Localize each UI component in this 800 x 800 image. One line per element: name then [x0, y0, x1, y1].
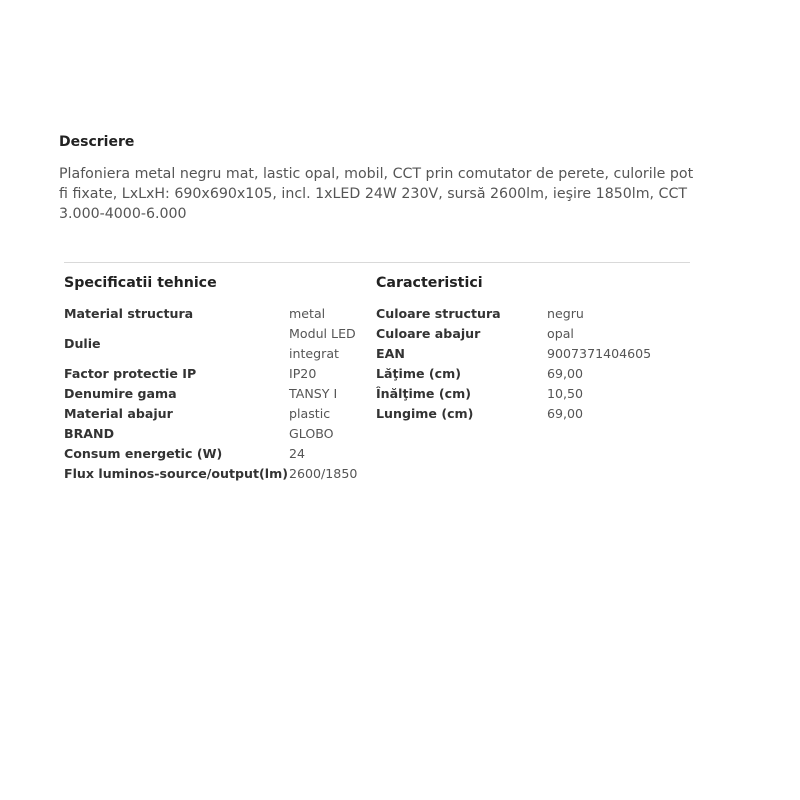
description-title: Descriere [59, 134, 135, 150]
table-row [64, 404, 369, 424]
table-row [376, 404, 687, 424]
spec-value: 2600/1850 [289, 466, 358, 481]
description-text: Plafoniera metal negru mat, lastic opal, mobil, CCT prin comutator de perete, culorile pot fi fixate, LxLxH: 690x690x105, incl. 1xLED 24W 230V, sursă 2600lm, ieşire 1850lm, CCT 3.000-4000-6.000 [59, 166, 694, 222]
spec-label: Consum energetic (W) [64, 446, 223, 461]
char-value: opal [547, 326, 574, 341]
char-value: 69,00 [547, 406, 584, 421]
spec-label: Dulie [64, 336, 101, 351]
char-value: 10,50 [547, 386, 584, 401]
specs-title: Specificatii tehnice [64, 275, 217, 291]
spec-label: Flux luminos-source/output(lm) [64, 466, 288, 481]
characteristics-table [376, 304, 687, 424]
characteristics-title: Caracteristici [376, 275, 483, 291]
table-row [376, 364, 687, 384]
table-row [376, 384, 687, 404]
table-row [376, 344, 687, 364]
table-row [64, 324, 369, 364]
char-value: 69,00 [547, 366, 584, 381]
spec-value: GLOBO [289, 426, 334, 441]
spec-label: Material abajur [64, 406, 173, 421]
char-label: Culoare abajur [376, 326, 481, 341]
spec-value: IP20 [289, 366, 317, 381]
table-row [64, 304, 369, 324]
spec-value-line: integrat [289, 346, 339, 361]
table-row [64, 384, 369, 404]
spec-label: Material structura [64, 306, 194, 321]
table-row [376, 324, 687, 344]
spec-value: TANSY I [289, 386, 338, 401]
char-label: EAN [376, 346, 405, 361]
char-label: Lăţime (cm) [376, 366, 462, 381]
specs-table [64, 304, 369, 484]
spec-label: Factor protectie IP [64, 366, 197, 381]
spec-value-line: Modul LED [289, 326, 356, 341]
spec-value: 24 [289, 446, 306, 461]
char-value: negru [547, 306, 584, 321]
char-label: Înălţime (cm) [376, 386, 471, 401]
table-row [64, 444, 369, 464]
table-row [64, 364, 369, 384]
table-row [64, 424, 369, 444]
table-row [64, 464, 369, 484]
char-label: Lungime (cm) [376, 406, 474, 421]
table-row [376, 304, 687, 324]
section-divider [64, 262, 690, 263]
spec-value: metal [289, 306, 326, 321]
spec-value [289, 324, 369, 364]
char-value: 9007371404605 [547, 346, 652, 361]
spec-value: plastic [289, 406, 331, 421]
spec-label: BRAND [64, 426, 115, 441]
char-label: Culoare structura [376, 306, 501, 321]
spec-label: Denumire gama [64, 386, 177, 401]
